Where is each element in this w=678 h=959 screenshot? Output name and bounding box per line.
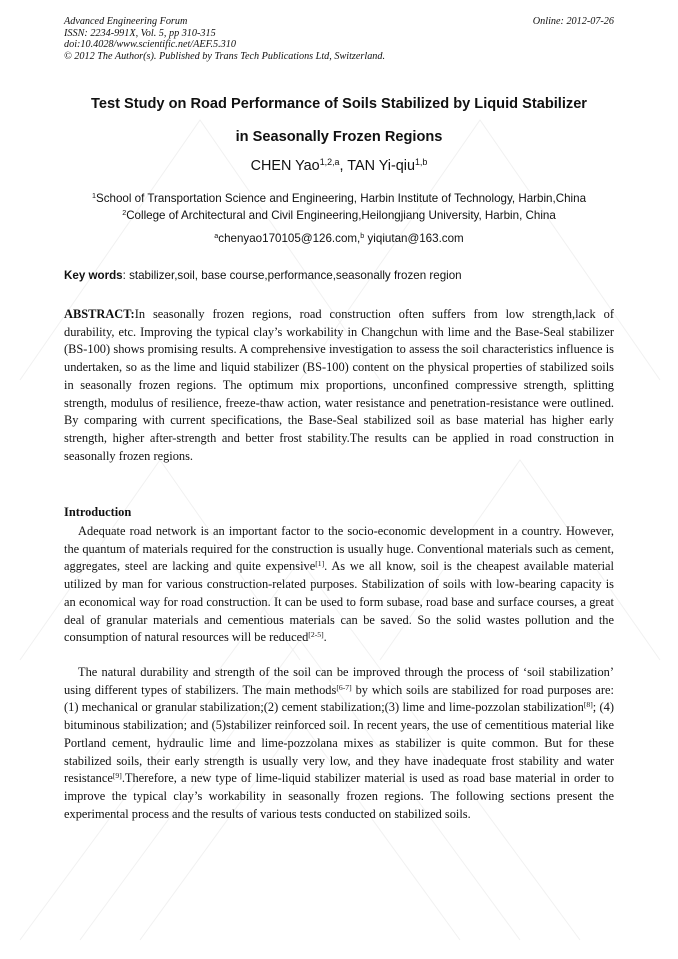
journal-doi: doi:10.4028/www.scientific.net/AEF.5.310 bbox=[64, 39, 236, 51]
keywords-label: Key words bbox=[64, 269, 123, 282]
author-separator: , bbox=[339, 158, 348, 174]
email-marker: b bbox=[360, 231, 365, 241]
keywords bbox=[64, 269, 614, 282]
affiliation-line bbox=[40, 190, 638, 207]
paragraph-text: Adequate road network is an important factor to the socio-economic development in a country. However, the quantum of materials required for the construction is usually huge. Conventional materials such as cement, aggregates, steel are lacking and quite expensive bbox=[64, 524, 614, 574]
author-affiliation-marker: 1,b bbox=[414, 157, 428, 168]
author-name: TAN Yi-qiu bbox=[347, 158, 415, 174]
author-name: CHEN Yao bbox=[250, 158, 320, 174]
author-affiliation-marker: 1,2,a bbox=[319, 157, 340, 168]
affiliation-text: School of Transportation Science and Engineering, Harbin Institute of Technology, Harbin,China bbox=[95, 192, 587, 205]
affiliation-line bbox=[40, 207, 638, 224]
email-address: yiqiutan@163.com bbox=[364, 232, 464, 245]
journal-name: Advanced Engineering Forum bbox=[64, 16, 188, 27]
paragraph-text: by which soils are stabilized for road purposes are:(1) mechanical or granular stabilization;(2) cement stabilization;(3) lime and lime-pozzolan stabilization bbox=[64, 682, 614, 715]
intro-paragraph-1 bbox=[64, 523, 614, 647]
citation-ref: [8] bbox=[583, 700, 593, 710]
paragraph-text: ; (4) bituminous stabilization; and (5)stabilizer reinforced soil. In recent years, the use of cementitious material like Portland cement, hydraulic lime and lime-pozzolana mixes as stabilizer is quite common. But for these stabilized soils, their early strength is usually very low, and they have inadequate frost stability and water resistance bbox=[64, 700, 614, 786]
keywords-text: : stabilizer,soil, base course,performance,seasonally frozen region bbox=[122, 269, 462, 282]
affiliation-marker: 2 bbox=[122, 208, 127, 218]
email-marker: a bbox=[214, 231, 219, 241]
intro-paragraph-2 bbox=[64, 664, 614, 823]
paragraph-text: . As we all know, soil is the cheapest available material utilized by man for various construction-related purposes. Stabilization of soils with low-bearing capacity is an economical way for road construction. It can be used to form subase, road base and surface courses, a great deal of granular materials and cementious materials can be saved. So the solid wastes pollution and the consumption of natural resources will be reduced bbox=[64, 559, 614, 645]
abstract-paragraph bbox=[64, 306, 614, 465]
abstract-label: ABSTRACT: bbox=[64, 307, 135, 321]
paragraph-text: . bbox=[323, 630, 327, 645]
journal-header bbox=[64, 16, 614, 62]
citation-ref: [1] bbox=[315, 559, 325, 569]
citation-ref: [2-5] bbox=[308, 630, 324, 639]
affiliation-marker: 1 bbox=[91, 191, 96, 201]
paragraph-text: .Therefore, a new type of lime-liquid stabilizer material is used as road base material in order to improve the typical clay’s workability in seasonally frozen regions. The following sections present the experimental process and the results of various tests conducted on stabilized soils. bbox=[64, 771, 614, 821]
paper-title-line-2: in Seasonally Frozen Regions bbox=[235, 129, 443, 145]
email-address: chenyao170105@126.com, bbox=[218, 232, 361, 245]
citation-ref: [9] bbox=[112, 771, 122, 780]
journal-issn: ISSN: 2234-991X, Vol. 5, pp 310-315 bbox=[64, 27, 216, 39]
affiliations bbox=[40, 190, 638, 224]
paper-title bbox=[40, 88, 638, 154]
affiliation-text: College of Architectural and Civil Engineering,Heilongjiang University, Harbin, China bbox=[126, 209, 556, 222]
paragraph-text: The natural durability and strength of the soil can be improved through the process of ‘soil stabilization’ using different types of stabilizers. The main methods bbox=[64, 665, 614, 697]
citation-ref: [6-7] bbox=[336, 682, 352, 692]
online-date: Online: 2012-07-26 bbox=[532, 16, 614, 27]
paper-title-line-1: Test Study on Road Performance of Soils Stabilized by Liquid Stabilizer bbox=[91, 96, 587, 112]
journal-copyright: © 2012 The Author(s). Published by Trans Tech Publications Ltd, Switzerland. bbox=[64, 50, 386, 62]
section-heading-introduction: Introduction bbox=[64, 505, 132, 519]
author-list bbox=[40, 158, 638, 174]
author-emails bbox=[40, 232, 638, 245]
abstract-text: In seasonally frozen regions, road construction often suffers from low strength,lack of durability, etc. Improving the typical clay’s workability in Changchun with lime and the Base-Seal stabilizer (BS-100) shows promising results. A comprehensive investigation to assess the soil characteristics influence is undertaken, so as the lime and liquid stabilizer (BS-100) content on the physical properties of stabilized soils in seasonally frozen regions. The optimum mix proportions, unconfined compressive strength, splitting strength, modulus of resilience, freeze-thaw action, water resistance and penetration-resistance were outlined. By comparing with current specifications, the Base-Seal stabilized soil as base material has higher early strength, higher after-strength and better frost stability.The results can be applied in road construction in seasonally frozen regions. bbox=[64, 307, 614, 463]
